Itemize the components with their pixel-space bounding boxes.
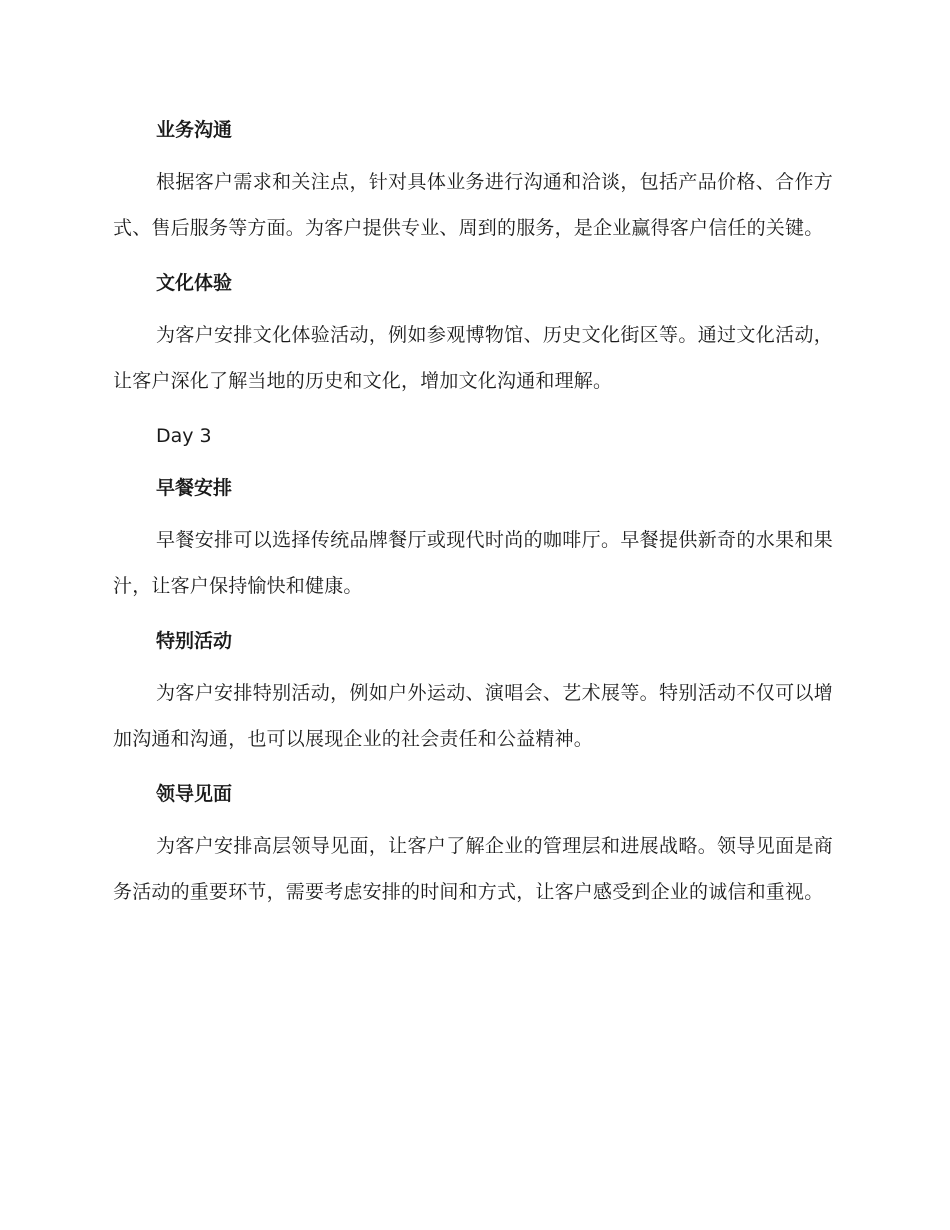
section-paragraph-leadership-meeting: 为客户安排高层领导见面，让客户了解企业的管理层和进展战略。领导见面是商务活动的重要环节，需要考虑安排的时间和方式，让客户感受到企业的诚信和重视。 [113,835,833,903]
section-heading-leadership-meeting: 领导见面 [156,783,233,805]
section-paragraph-breakfast: 早餐安排可以选择传统品牌餐厅或现代时尚的咖啡厅。早餐提供新奇的水果和果汁，让客户保持愉快和健康。 [113,529,833,597]
spacer [113,508,833,518]
section-heading-breakfast: 早餐安排 [156,477,233,499]
spacer [113,762,833,774]
section-heading-special-activities: 特别活动 [156,630,233,652]
spacer [113,251,833,263]
section-heading-business-communication: 业务沟通 [156,119,233,141]
section-paragraph-cultural-experience: 为客户安排文化体验活动，例如参观博物馆、历史文化街区等。通过文化活动，让客户深化了解当地的历史和文化，增加文化沟通和理解。 [113,324,833,392]
day-label: Day 3 [156,425,212,447]
spacer [113,609,833,621]
spacer [113,150,833,160]
document-body [113,110,833,915]
spacer [113,456,833,468]
spacer [113,661,833,671]
section-heading-cultural-experience: 文化体验 [156,272,233,294]
section-paragraph-business-communication: 根据客户需求和关注点，针对具体业务进行沟通和洽谈，包括产品价格、合作方式、售后服务等方面。为客户提供专业、周到的服务，是企业赢得客户信任的关键。 [113,171,833,239]
section-paragraph-special-activities: 为客户安排特别活动，例如户外运动、演唱会、艺术展等。特别活动不仅可以增加沟通和沟通，也可以展现企业的社会责任和公益精神。 [113,682,833,750]
spacer [113,303,833,313]
spacer [113,814,833,824]
spacer [113,404,833,416]
